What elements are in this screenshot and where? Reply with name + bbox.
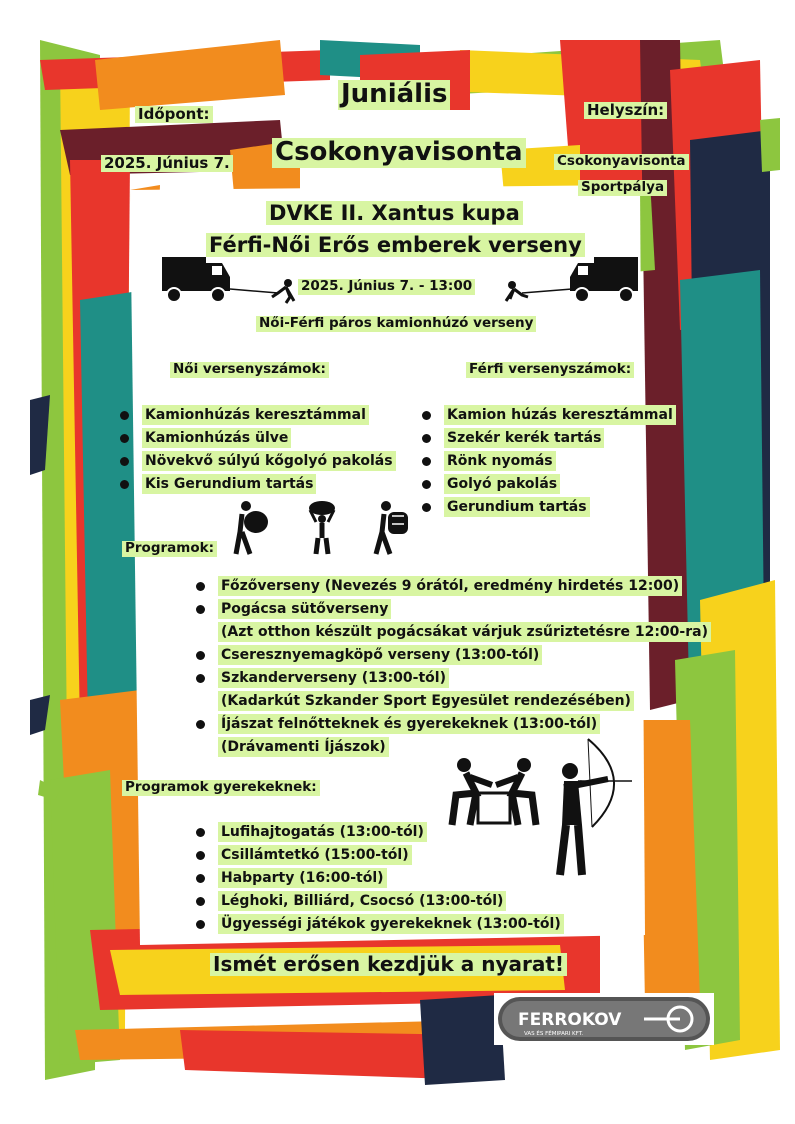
location-label: Helyszín: xyxy=(584,102,667,119)
ferrokov-logo xyxy=(494,993,714,1045)
list-item: Léghoki, Billiárd, Csocsó (13:00-tól) xyxy=(196,891,576,914)
event-subtitle: Férfi-Női Erős emberek verseny xyxy=(206,233,585,257)
programs-list xyxy=(196,576,716,760)
closing-slogan: Ismét erősen kezdjük a nyarat! xyxy=(210,953,567,976)
list-item: Habparty (16:00-tól) xyxy=(196,868,576,891)
pair-event-title: Női-Férfi páros kamionhúzó verseny xyxy=(256,316,536,332)
list-item-sub: (Azt otthon készült pogácsákat várjuk zsűriztetésre 12:00-ra) xyxy=(196,622,716,645)
stone-carry-icon xyxy=(232,500,272,556)
women-event-list xyxy=(120,405,420,497)
list-item: Ügyességi játékok gyerekeknek (13:00-tól) xyxy=(196,914,576,937)
time-label: Időpont: xyxy=(135,106,213,123)
list-item-sub: (Drávamenti Íjászok) xyxy=(196,737,716,760)
arm-wrestling-icon xyxy=(446,755,542,827)
page-title: Juniális xyxy=(338,80,450,110)
list-item: Lufihajtogatás (13:00-tól) xyxy=(196,822,576,845)
list-item: Szekér kerék tartás xyxy=(422,428,722,451)
cup-title: DVKE II. Xantus kupa xyxy=(266,201,523,225)
barrel-carry-icon xyxy=(372,500,412,556)
weightlift-icon xyxy=(305,500,339,556)
kids-program-list xyxy=(196,822,576,937)
list-item: Csillámtetkó (15:00-tól) xyxy=(196,845,576,868)
kids-heading: Programok gyerekeknek: xyxy=(122,780,320,796)
women-heading: Női versenyszámok: xyxy=(170,362,329,378)
list-item: Főzőverseny (Nevezés 9 órától, eredmény hirdetés 12:00) xyxy=(196,576,716,599)
men-heading: Férfi versenyszámok: xyxy=(466,362,634,378)
event-date: 2025. Június 7. xyxy=(101,155,233,172)
programs-heading: Programok: xyxy=(122,541,217,557)
list-item: Kamionhúzás ülve xyxy=(120,428,420,451)
location-line2: Sportpálya xyxy=(578,180,667,196)
list-item: Pogácsa sütőverseny xyxy=(196,599,716,622)
sponsor-name: FERROKOV xyxy=(518,1010,622,1030)
location-line1: Csokonyavisonta xyxy=(554,154,689,170)
tug-person-icon xyxy=(272,279,294,303)
truck-icon xyxy=(500,253,640,308)
list-item: Kamion húzás keresztámmal xyxy=(422,405,722,428)
list-item: Rönk nyomás xyxy=(422,451,722,474)
list-item: Íjászat felnőtteknek és gyerekeknek (13:00-tól) xyxy=(196,714,716,737)
list-item: Növekvő súlyú kőgolyó pakolás xyxy=(120,451,420,474)
tug-person-icon xyxy=(506,281,528,301)
list-item: Cseresznyemagköpő verseny (13:00-tól) xyxy=(196,645,716,668)
sponsor-tagline: VAS ÉS FÉMIPARI KFT. xyxy=(524,1031,584,1037)
list-item: Szkanderverseny (13:00-tól) xyxy=(196,668,716,691)
list-item: Golyó pakolás xyxy=(422,474,722,497)
list-item: Kis Gerundium tartás xyxy=(120,474,420,497)
list-item-sub: (Kadarkút Szkander Sport Egyesület rendezésében) xyxy=(196,691,716,714)
list-item: Kamionhúzás keresztámmal xyxy=(120,405,420,428)
event-town: Csokonyavisonta xyxy=(272,138,526,168)
truck-icon xyxy=(160,253,300,308)
men-event-list xyxy=(422,405,722,520)
event-datetime: 2025. Június 7. - 13:00 xyxy=(298,279,475,295)
list-item: Gerundium tartás xyxy=(422,497,722,520)
